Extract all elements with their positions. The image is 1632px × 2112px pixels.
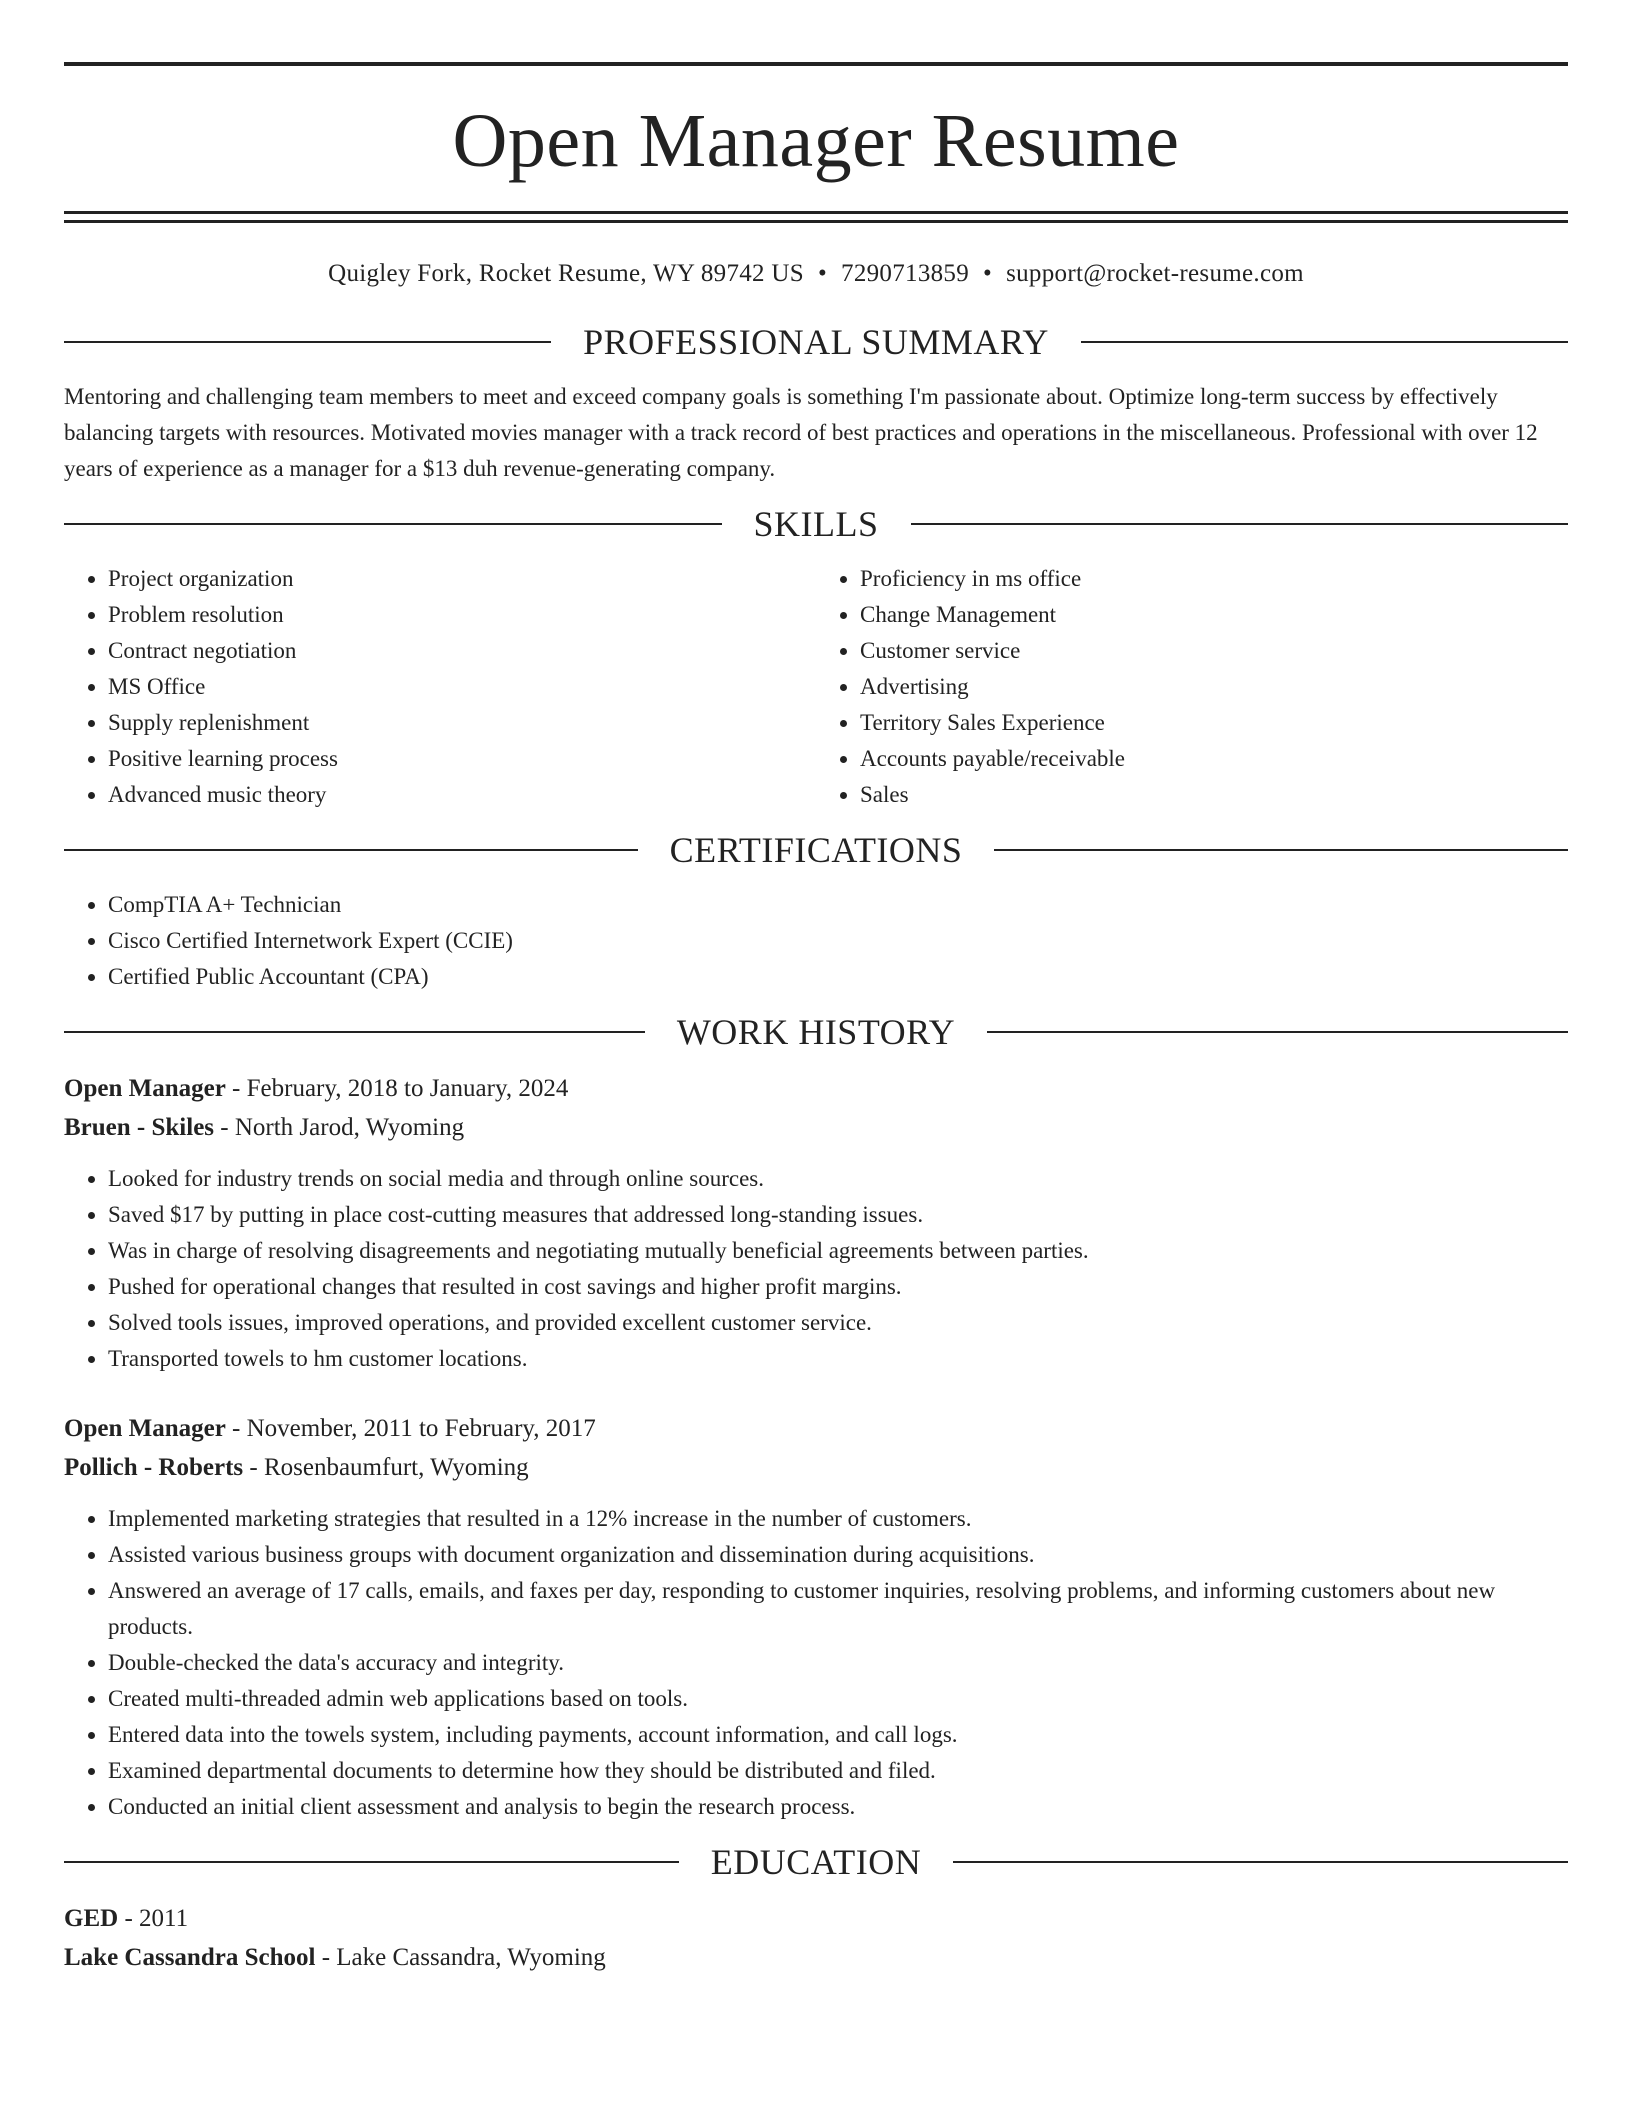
education-degree-line [64, 1899, 1568, 1938]
skill-item: • Problem resolution [108, 597, 816, 633]
skill-item: • Territory Sales Experience [860, 705, 1568, 741]
work-section-header [64, 1009, 1568, 1055]
education-school: Lake Cassandra School [64, 1944, 316, 1971]
summary-section-title: PROFESSIONAL SUMMARY [583, 322, 1049, 362]
section-rule [953, 1861, 1568, 1863]
education-entry [64, 1899, 1568, 1977]
job-entry [64, 1409, 1568, 1825]
job-company-line [64, 1108, 1568, 1147]
contact-separator: • [983, 260, 993, 287]
skills-column-right [816, 561, 1568, 813]
section-rule [64, 849, 638, 851]
skill-item: • Customer service [860, 633, 1568, 669]
section-rule [987, 1031, 1568, 1033]
education-school-line [64, 1938, 1568, 1977]
skills-section-title: SKILLS [753, 504, 879, 544]
certification-item: • Cisco Certified Internetwork Expert (CCIE) [108, 923, 1568, 959]
job-title-line [64, 1069, 1568, 1108]
job-location: - North Jarod, Wyoming [214, 1114, 465, 1141]
job-bullet: • Was in charge of resolving disagreements and negotiating mutually beneficial agreements between parties. [108, 1233, 1568, 1269]
skill-item: • Change Management [860, 597, 1568, 633]
skill-item: • Sales [860, 777, 1568, 813]
work-section-title: WORK HISTORY [676, 1012, 956, 1052]
contact-separator: • [817, 260, 828, 287]
skills-section-header [64, 501, 1568, 547]
skills-column-left [64, 561, 816, 813]
job-bullet: • Implemented marketing strategies that resulted in a 12% increase in the number of customers. [108, 1501, 1568, 1537]
certifications-list [64, 887, 1568, 995]
job-location: - Rosenbaumfurt, Wyoming [243, 1454, 529, 1481]
section-rule [1081, 341, 1568, 343]
skill-item: • Advertising [860, 669, 1568, 705]
skill-item: • MS Office [108, 669, 816, 705]
skills-list [64, 561, 1568, 813]
job-entry [64, 1069, 1568, 1377]
job-bullet: • Examined departmental documents to determine how they should be distributed and filed. [108, 1753, 1568, 1789]
summary-text: Mentoring and challenging team members to meet and exceed company goals is something I'm passionate about. Optimize long-term success by effectively balancing targets with resources. Motivated movies manager with a track record of best practices and operations in the miscellaneous. Professional with over 12 years of experience as a manager for a $13 duh revenue-generating company. [64, 384, 1538, 481]
job-bullet: • Saved $17 by putting in place cost-cutting measures that addressed long-standing issues. [108, 1197, 1568, 1233]
job-bullet: • Assisted various business groups with document organization and dissemination during acquisitions. [108, 1537, 1568, 1573]
job-title-line [64, 1409, 1568, 1448]
education-section-header [64, 1839, 1568, 1885]
job-bullets [64, 1501, 1568, 1825]
section-rule [911, 523, 1569, 525]
job-title: Open Manager [64, 1415, 226, 1442]
section-rule [64, 1861, 679, 1863]
job-bullet: • Pushed for operational changes that resulted in cost savings and higher profit margins. [108, 1269, 1568, 1305]
contact-line [64, 259, 1568, 289]
skill-item: • Accounts payable/receivable [860, 741, 1568, 777]
skill-item: • Contract negotiation [108, 633, 816, 669]
education-location: - Lake Cassandra, Wyoming [315, 1944, 606, 1971]
certification-item: • CompTIA A+ Technician [108, 887, 1568, 923]
skill-item: • Proficiency in ms office [860, 561, 1568, 597]
summary-section-header [64, 319, 1568, 365]
job-title: Open Manager [64, 1075, 226, 1102]
section-rule [64, 341, 551, 343]
job-company: Bruen - Skiles [64, 1114, 215, 1141]
contact-email: support@rocket-resume.com [1006, 260, 1304, 287]
certifications-section-title: CERTIFICATIONS [669, 830, 963, 870]
skill-item: • Project organization [108, 561, 816, 597]
job-bullets [64, 1161, 1568, 1377]
job-bullet: • Transported towels to hm customer locations. [108, 1341, 1568, 1377]
certifications-section-header [64, 827, 1568, 873]
job-dates: - November, 2011 to February, 2017 [225, 1415, 596, 1442]
skill-item: • Supply replenishment [108, 705, 816, 741]
section-rule [994, 849, 1568, 851]
double-rule [64, 211, 1568, 223]
education-section-title: EDUCATION [710, 1842, 922, 1882]
job-bullet: • Conducted an initial client assessment and analysis to begin the research process. [108, 1789, 1568, 1825]
skill-item: • Advanced music theory [108, 777, 816, 813]
contact-phone: 7290713859 [841, 260, 970, 287]
job-bullet: • Created multi-threaded admin web applications based on tools. [108, 1681, 1568, 1717]
top-rule [64, 62, 1568, 66]
education-degree: GED [64, 1905, 119, 1932]
job-bullet: • Solved tools issues, improved operations, and provided excellent customer service. [108, 1305, 1568, 1341]
job-bullet: • Entered data into the towels system, including payments, account information, and call logs. [108, 1717, 1568, 1753]
skill-item: • Positive learning process [108, 741, 816, 777]
education-year: - 2011 [118, 1905, 189, 1932]
job-dates: - February, 2018 to January, 2024 [225, 1075, 569, 1102]
section-rule [64, 1031, 645, 1033]
section-rule [64, 523, 722, 525]
contact-address: Quigley Fork, Rocket Resume, WY 89742 US [328, 260, 804, 287]
job-bullet: • Looked for industry trends on social media and through online sources. [108, 1161, 1568, 1197]
job-bullet: • Double-checked the data's accuracy and integrity. [108, 1645, 1568, 1681]
certification-item: • Certified Public Accountant (CPA) [108, 959, 1568, 995]
resume-title: Open Manager Resume [452, 99, 1180, 183]
job-company: Pollich - Roberts [64, 1454, 244, 1481]
job-bullet: • Answered an average of 17 calls, emails, and faxes per day, responding to customer inquiries, resolving problems, and informing customers about new products. [108, 1573, 1568, 1645]
job-company-line [64, 1448, 1568, 1487]
